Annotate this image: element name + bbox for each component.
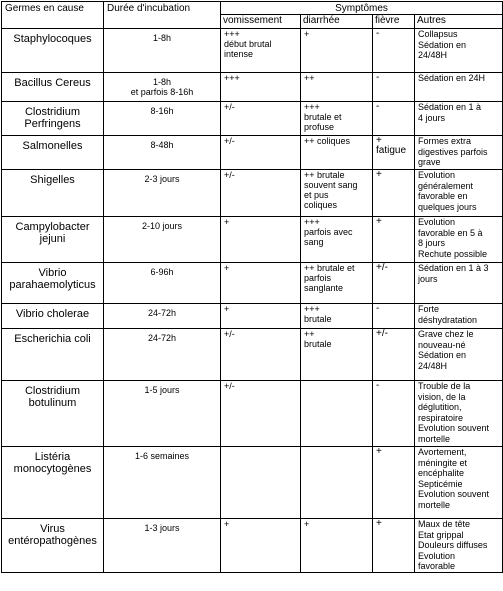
incubation-cell-text: 2-3 jours bbox=[144, 174, 180, 184]
incubation-cell bbox=[104, 329, 221, 381]
incubation-cell-text: 1-3 jours bbox=[144, 523, 180, 533]
fever-cell-text: - bbox=[376, 101, 380, 112]
incubation-cell-text: 8-16h bbox=[150, 106, 174, 116]
other-cell bbox=[415, 381, 503, 447]
fever-cell-text: + bbox=[376, 518, 382, 529]
diarrhea-cell bbox=[301, 381, 373, 447]
vomiting-cell-text: + bbox=[224, 217, 230, 227]
incubation-cell-text: 2-10 jours bbox=[141, 221, 183, 231]
diarrhea-cell bbox=[301, 263, 373, 304]
fever-cell bbox=[373, 29, 415, 73]
germ-cell bbox=[2, 170, 104, 217]
table-row bbox=[2, 329, 503, 381]
fever-cell-text: + bbox=[376, 216, 382, 227]
header-vomiting: vomissement bbox=[221, 15, 301, 29]
fever-cell bbox=[373, 304, 415, 329]
fever-cell bbox=[373, 73, 415, 102]
vomiting-cell bbox=[221, 102, 301, 136]
incubation-cell bbox=[104, 170, 221, 217]
other-cell-text: Evolution généralement favorable en quelques jours bbox=[418, 170, 477, 212]
header-symptoms: Symptômes bbox=[221, 2, 503, 15]
incubation-cell bbox=[104, 102, 221, 136]
incubation-cell-text: 8-48h bbox=[150, 140, 174, 150]
fever-cell bbox=[373, 136, 415, 170]
fever-cell bbox=[373, 102, 415, 136]
diarrhea-cell-text: + bbox=[304, 519, 310, 529]
germ-cell-text: Salmonelles bbox=[22, 140, 83, 152]
vomiting-cell bbox=[221, 381, 301, 447]
germ-cell-text: Staphylocoques bbox=[13, 33, 92, 45]
germ-cell-text: Escherichia coli bbox=[14, 333, 91, 345]
germ-cell bbox=[2, 519, 104, 573]
diarrhea-cell-text: +++ brutale et profuse bbox=[304, 102, 342, 132]
header-other: Autres bbox=[415, 15, 503, 29]
table-row bbox=[2, 217, 503, 263]
diarrhea-cell bbox=[301, 102, 373, 136]
table-row bbox=[2, 136, 503, 170]
incubation-cell-text: 1-8h et parfois 8-16h bbox=[130, 77, 194, 97]
table-row bbox=[2, 29, 503, 73]
diarrhea-cell bbox=[301, 170, 373, 217]
diarrhea-cell-text: ++ brutale et parfois sanglante bbox=[304, 263, 355, 293]
other-cell bbox=[415, 29, 503, 73]
fever-cell-text: - bbox=[376, 303, 380, 314]
germ-cell-text: Vibrio cholerae bbox=[15, 308, 90, 320]
germ-cell bbox=[2, 381, 104, 447]
incubation-cell bbox=[104, 217, 221, 263]
vomiting-cell bbox=[221, 29, 301, 73]
germ-cell bbox=[2, 263, 104, 304]
germ-cell-text: Vibrio parahaemolyticus bbox=[9, 267, 96, 291]
fever-cell-text: + bbox=[376, 446, 382, 457]
food-poisoning-table bbox=[1, 1, 503, 573]
vomiting-cell-text: +/- bbox=[224, 381, 235, 391]
incubation-cell bbox=[104, 304, 221, 329]
vomiting-cell bbox=[221, 136, 301, 170]
header-incubation: Durée d'incubation bbox=[104, 2, 221, 29]
other-cell-text: Sédation en 1 à 4 jours bbox=[418, 102, 482, 123]
other-cell bbox=[415, 519, 503, 573]
fever-cell bbox=[373, 519, 415, 573]
vomiting-cell-text: + bbox=[224, 263, 230, 273]
other-cell bbox=[415, 329, 503, 381]
fever-cell bbox=[373, 447, 415, 519]
vomiting-cell-text: + bbox=[224, 519, 230, 529]
germ-cell bbox=[2, 217, 104, 263]
diarrhea-cell bbox=[301, 304, 373, 329]
other-cell-text: Sédation en 1 à 3 jours bbox=[418, 263, 489, 284]
diarrhea-cell-text: +++ brutale bbox=[304, 304, 332, 324]
other-cell-text: Sédation en 24H bbox=[418, 73, 486, 83]
diarrhea-cell bbox=[301, 519, 373, 573]
incubation-cell bbox=[104, 136, 221, 170]
table-row bbox=[2, 263, 503, 304]
incubation-cell bbox=[104, 447, 221, 519]
germ-cell bbox=[2, 304, 104, 329]
other-cell-text: Collapsus Sédation en 24/48H bbox=[418, 29, 467, 60]
fever-cell bbox=[373, 170, 415, 217]
table-row bbox=[2, 304, 503, 329]
vomiting-cell bbox=[221, 519, 301, 573]
fever-cell-text: - bbox=[376, 380, 380, 391]
incubation-cell-text: 6-96h bbox=[150, 267, 174, 277]
other-cell-text: Trouble de la vision, de la déglutition, respiratoire Evolution souvent mortelle bbox=[418, 381, 490, 444]
other-cell bbox=[415, 447, 503, 519]
germ-cell-text: Clostridium Perfringens bbox=[24, 106, 81, 130]
table-row bbox=[2, 73, 503, 102]
other-cell bbox=[415, 102, 503, 136]
incubation-cell-text: 1-6 semaines bbox=[134, 451, 190, 461]
fever-cell bbox=[373, 263, 415, 304]
vomiting-cell bbox=[221, 329, 301, 381]
diarrhea-cell bbox=[301, 29, 373, 73]
other-cell-text: Formes extra digestives parfois grave bbox=[418, 136, 488, 167]
vomiting-cell-text: +/- bbox=[224, 136, 235, 146]
incubation-cell-text: 1-8h bbox=[152, 33, 171, 43]
other-cell-text: Maux de tête Etat grippal Douleurs diffuses Evolution favorable bbox=[418, 519, 488, 571]
diarrhea-cell bbox=[301, 73, 373, 102]
germ-cell-text: Bacillus Cereus bbox=[14, 77, 91, 89]
header-fever: fièvre bbox=[373, 15, 415, 29]
diarrhea-cell-text: ++ brutale bbox=[304, 329, 332, 349]
vomiting-cell bbox=[221, 73, 301, 102]
fever-cell bbox=[373, 329, 415, 381]
other-cell-text: Forte déshydratation bbox=[418, 304, 478, 325]
fever-cell-text: - bbox=[376, 72, 380, 83]
germ-cell bbox=[2, 73, 104, 102]
incubation-cell bbox=[104, 263, 221, 304]
vomiting-cell bbox=[221, 447, 301, 519]
table-row bbox=[2, 381, 503, 447]
other-cell bbox=[415, 170, 503, 217]
incubation-cell-text: 1-5 jours bbox=[144, 385, 180, 395]
fever-cell bbox=[373, 381, 415, 447]
fever-cell-text: - bbox=[376, 28, 380, 39]
other-cell-text: Evolution favorable en 5 à 8 jours Rechute possible bbox=[418, 217, 488, 259]
diarrhea-cell bbox=[301, 447, 373, 519]
diarrhea-cell bbox=[301, 136, 373, 170]
diarrhea-cell-text: ++ coliques bbox=[304, 136, 351, 146]
diarrhea-cell-text: +++ parfois avec sang bbox=[304, 217, 353, 247]
fever-cell-text: +/- bbox=[376, 262, 388, 273]
diarrhea-cell-text: + bbox=[304, 29, 310, 39]
vomiting-cell-text: +++ début brutal intense bbox=[224, 29, 272, 59]
other-cell bbox=[415, 136, 503, 170]
diarrhea-cell-text: ++ bbox=[304, 73, 315, 83]
incubation-cell bbox=[104, 29, 221, 73]
header-diarrhea: diarrhée bbox=[301, 15, 373, 29]
fever-cell-text: +/- bbox=[376, 328, 388, 339]
table-row bbox=[2, 170, 503, 217]
germ-cell-text: Clostridium botulinum bbox=[24, 385, 80, 409]
vomiting-cell bbox=[221, 170, 301, 217]
incubation-cell-text: 24-72h bbox=[147, 308, 177, 318]
incubation-cell bbox=[104, 381, 221, 447]
header-germ: Germes en cause bbox=[2, 2, 104, 29]
germ-cell bbox=[2, 447, 104, 519]
diarrhea-cell-text: ++ brutale souvent sang et pus coliques bbox=[304, 170, 358, 210]
fever-cell bbox=[373, 217, 415, 263]
other-cell bbox=[415, 217, 503, 263]
table-row bbox=[2, 102, 503, 136]
table-row bbox=[2, 519, 503, 573]
germ-cell-text: Campylobacter jejuni bbox=[15, 221, 90, 245]
diarrhea-cell bbox=[301, 329, 373, 381]
vomiting-cell-text: +/- bbox=[224, 329, 235, 339]
other-cell-text: Avortement, méningite et encéphalite Septicémie Evolution souvent mortelle bbox=[418, 447, 490, 510]
vomiting-cell-text: +/- bbox=[224, 170, 235, 180]
germ-cell-text: Listéria monocytogènes bbox=[13, 451, 92, 475]
table-body bbox=[2, 29, 503, 573]
incubation-cell-text: 24-72h bbox=[147, 333, 177, 343]
germ-cell-text: Virus entéropathogènes bbox=[8, 523, 97, 547]
table-row bbox=[2, 447, 503, 519]
fever-cell-text: + bbox=[376, 169, 382, 180]
diarrhea-cell bbox=[301, 217, 373, 263]
vomiting-cell-text: + bbox=[224, 304, 230, 314]
other-cell bbox=[415, 304, 503, 329]
vomiting-cell bbox=[221, 304, 301, 329]
germ-cell-text: Shigelles bbox=[30, 174, 75, 186]
germ-cell bbox=[2, 102, 104, 136]
germ-cell bbox=[2, 136, 104, 170]
other-cell bbox=[415, 73, 503, 102]
germ-cell bbox=[2, 329, 104, 381]
incubation-cell bbox=[104, 519, 221, 573]
germ-cell bbox=[2, 29, 104, 73]
other-cell-text: Grave chez le nouveau-né Sédation en 24/48H bbox=[418, 329, 474, 371]
vomiting-cell-text: +/- bbox=[224, 102, 235, 112]
vomiting-cell bbox=[221, 263, 301, 304]
vomiting-cell-text: +++ bbox=[224, 73, 240, 83]
vomiting-cell bbox=[221, 217, 301, 263]
incubation-cell bbox=[104, 73, 221, 102]
other-cell bbox=[415, 263, 503, 304]
fever-cell-text: + fatigue bbox=[376, 135, 407, 156]
